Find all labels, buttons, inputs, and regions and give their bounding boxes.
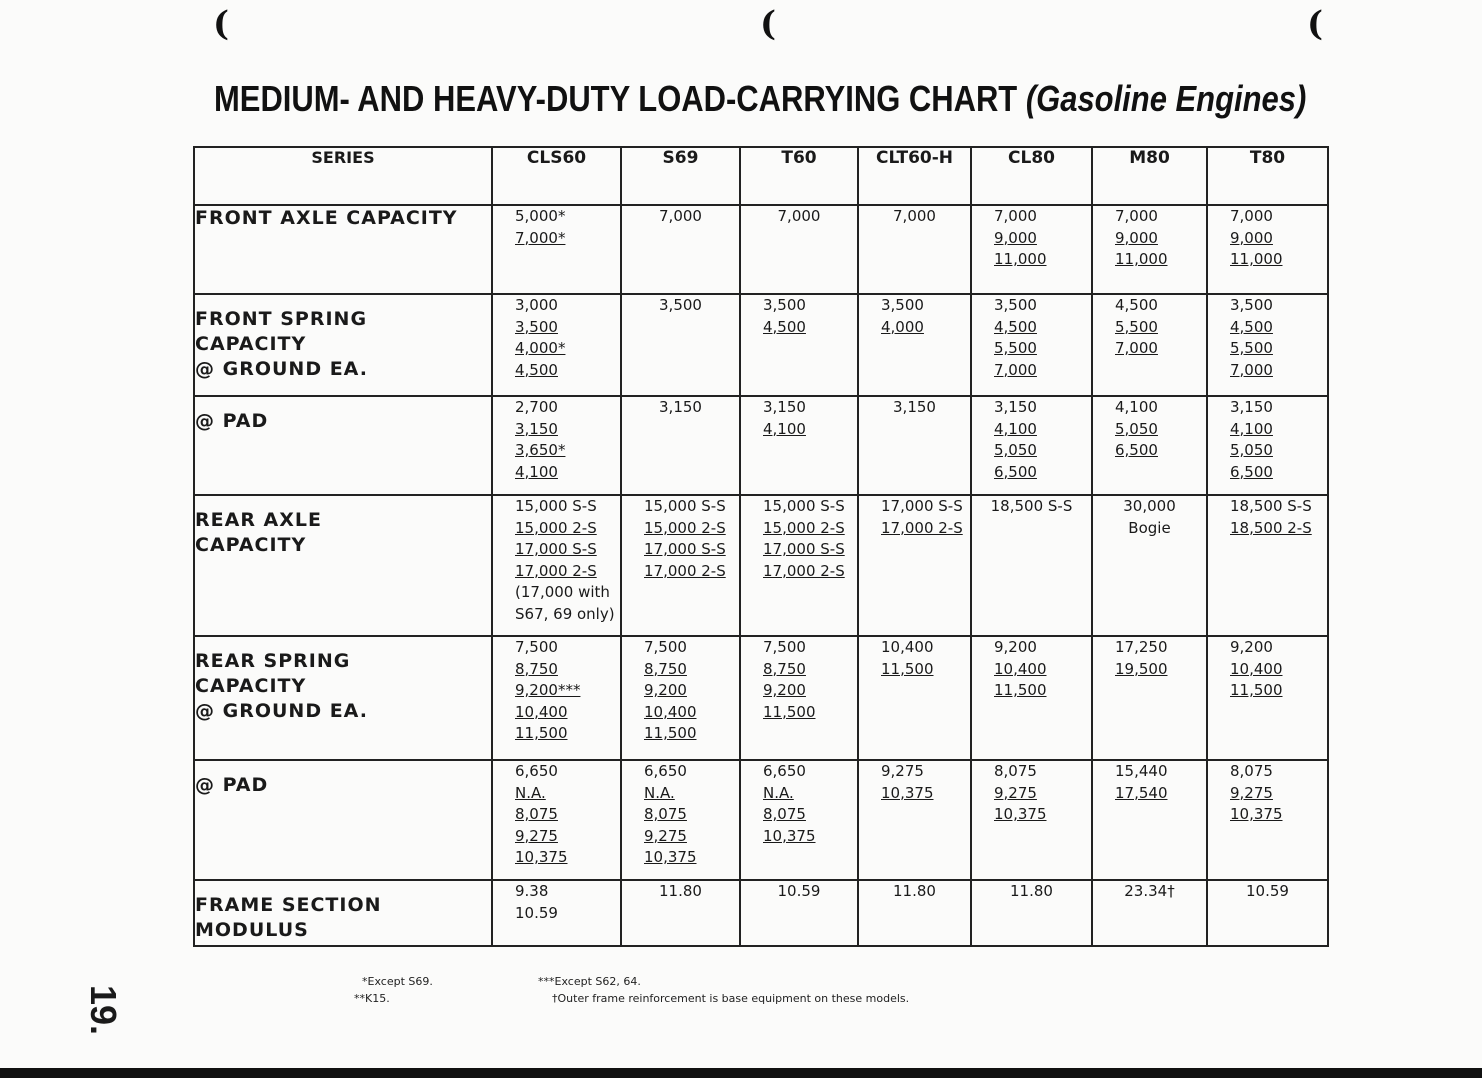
cell-value: 3,500: [994, 296, 1037, 314]
row-rear-spring-ground: [194, 636, 1328, 760]
cell-value: 11,000: [994, 250, 1047, 268]
cell-value: 7,000: [893, 207, 936, 225]
cell-value: 7,000: [777, 207, 821, 225]
cell-values: [1230, 637, 1283, 702]
cell-value: 9,200: [1230, 638, 1273, 656]
row-label-line: REAR AXLE: [195, 509, 322, 531]
cell-value: 10,400: [644, 702, 697, 721]
cell-value: 18,500 S-S: [1230, 497, 1312, 515]
cell-value: 3,150: [763, 398, 806, 416]
table-cell: [1207, 760, 1328, 880]
cell-value: 7,500: [644, 638, 687, 656]
cell-value: 5,500: [1230, 339, 1273, 357]
cell-value: 3,500: [515, 317, 558, 336]
cell-value: 7,000: [659, 207, 702, 225]
cell-value: 10,375: [763, 826, 816, 845]
cell-value: 11.80: [1010, 882, 1053, 900]
cell-value: 18,500 S-S: [990, 497, 1073, 515]
cell-value: 4,100: [994, 419, 1037, 438]
cell-value: 3,000: [515, 296, 558, 314]
cell-value: 10.59: [515, 903, 558, 922]
row-label-text: @ PAD: [195, 774, 269, 796]
table-cell: [1092, 396, 1207, 495]
table-cell: [858, 880, 971, 946]
table-cell: [621, 880, 740, 946]
cell-value: 10,400: [515, 702, 568, 721]
row-frame-section: [194, 880, 1328, 946]
row-label-text: @ PAD: [195, 410, 269, 432]
cell-value: 3,500: [763, 296, 806, 314]
table-cell: [971, 495, 1092, 636]
cell-value: 10.59: [777, 882, 821, 900]
row-label: [194, 495, 492, 636]
cell-values: [1123, 496, 1176, 539]
row-label-line: @ GROUND EA.: [195, 700, 368, 722]
cell-values: [644, 761, 697, 869]
cell-values: [881, 761, 934, 804]
cell-values: [994, 397, 1037, 483]
cell-value: 3,650*: [515, 441, 566, 459]
cell-value: 11.80: [659, 882, 702, 900]
cell-values: [1230, 397, 1273, 483]
cell-value: 11,500: [515, 724, 568, 742]
table-cell: [621, 636, 740, 760]
table-cell: [740, 205, 858, 294]
table-cell: [740, 294, 858, 396]
cell-value: 15,000 S-S: [644, 497, 726, 515]
cell-value: 3,150: [515, 419, 558, 438]
cell-value: 8,075: [644, 805, 687, 823]
table-cell: [1207, 205, 1328, 294]
cell-values: [515, 206, 565, 249]
cell-value: 5,050: [994, 441, 1037, 459]
cell-value: 8,075: [994, 762, 1037, 780]
table-cell: [971, 205, 1092, 294]
row-label-line: CAPACITY: [195, 333, 307, 355]
table-cell: [1207, 294, 1328, 396]
table-cell: [492, 880, 621, 946]
cell-values: [763, 637, 816, 723]
cell-value: 9,200: [994, 638, 1037, 656]
cell-values: [994, 206, 1047, 271]
cell-value: 23.34†: [1124, 882, 1175, 900]
cell-value: 15,000 2-S: [644, 518, 726, 537]
cell-value: 10.59: [1246, 882, 1289, 900]
cell-value: 3,150: [994, 398, 1037, 416]
cell-value: 3,500: [1230, 296, 1273, 314]
cell-value: 15,440: [1115, 762, 1168, 780]
cell-value: 17,000 S-S: [515, 540, 597, 558]
page-edge-bar: [0, 1068, 1482, 1078]
header-row: [194, 147, 1328, 205]
table-cell: [492, 760, 621, 880]
cell-value: 9,275: [1230, 783, 1273, 802]
table-cell: [492, 205, 621, 294]
table-cell: [740, 880, 858, 946]
cell-value: 9,000: [1115, 228, 1158, 247]
cell-values: [994, 637, 1047, 702]
cell-value: 17,000 S-S: [644, 540, 726, 558]
cell-value: 4,100: [763, 419, 806, 438]
cell-value: (17,000 with: [515, 583, 610, 601]
cell-value: 30,000: [1123, 497, 1176, 515]
cell-value: 11,500: [881, 659, 934, 678]
row-label: [194, 205, 492, 294]
cell-value: N.A.: [515, 783, 546, 802]
cell-value: 7,000: [1115, 339, 1158, 357]
row-label: [194, 396, 492, 495]
column-header: T60: [740, 147, 858, 205]
cell-value: 9,275: [644, 826, 687, 845]
cell-value: 4,500: [1115, 296, 1158, 314]
row-label-line: FRAME SECTION: [195, 894, 382, 916]
margin-mark-right: (: [1307, 4, 1324, 44]
cell-value: 10,400: [1230, 659, 1283, 678]
load-carrying-chart: [193, 146, 1329, 947]
cell-value: 5,050: [1115, 419, 1158, 438]
cell-values: [778, 206, 821, 228]
cell-value: 15,000 2-S: [763, 518, 845, 537]
table-cell: [621, 396, 740, 495]
cell-value: 3,500: [881, 296, 924, 314]
cell-value: 9.38: [515, 882, 549, 900]
cell-value: 6,650: [515, 762, 558, 780]
cell-value: 8,075: [1230, 762, 1273, 780]
row-label-text: FRONT AXLE CAPACITY: [195, 207, 458, 229]
table-cell: [1207, 880, 1328, 946]
cell-values: [659, 397, 702, 419]
row-label-line: @ GROUND EA.: [195, 358, 368, 380]
cell-values: [763, 761, 816, 847]
cell-values: [644, 496, 726, 582]
cell-value: 9,275: [994, 783, 1037, 802]
cell-value: 9,200: [763, 681, 806, 699]
cell-value: 8,750: [763, 659, 806, 678]
table-cell: [1207, 495, 1328, 636]
table-cell: [740, 495, 858, 636]
row-label-line: FRONT SPRING: [195, 308, 368, 330]
margin-mark-center: (: [760, 4, 777, 44]
cell-value: 9,000: [994, 228, 1037, 247]
cell-value: 3,150: [659, 398, 702, 416]
table-cell: [492, 495, 621, 636]
page-number: 19.: [83, 985, 124, 1036]
table-cell: [1092, 495, 1207, 636]
cell-values: [1230, 295, 1273, 381]
cell-value: 4,000*: [515, 339, 566, 357]
cell-value: 3,500: [659, 296, 702, 314]
cell-value: 9,275: [881, 762, 924, 780]
footnote: ***Except S62, 64.: [538, 975, 641, 988]
cell-value: 11,000: [1230, 250, 1283, 268]
table-cell: [971, 880, 1092, 946]
cell-value: 4,100: [1230, 419, 1273, 438]
row-label-line: MODULUS: [195, 919, 309, 941]
cell-values: [1115, 295, 1158, 360]
cell-values: [1230, 496, 1312, 539]
table-cell: [858, 294, 971, 396]
cell-values: [515, 496, 615, 625]
table-cell: [1207, 396, 1328, 495]
cell-values: [1010, 881, 1053, 903]
table-cell: [858, 205, 971, 294]
footnote: *Except S69.: [362, 975, 433, 988]
cell-value: 9,000: [1230, 228, 1273, 247]
cell-value: 4,100: [515, 462, 558, 481]
table-cell: [858, 636, 971, 760]
cell-values: [763, 397, 806, 440]
cell-values: [659, 206, 702, 228]
cell-value: 11,500: [994, 681, 1047, 699]
table-cell: [1092, 880, 1207, 946]
cell-values: [893, 206, 936, 228]
cell-value: 11,500: [644, 724, 697, 742]
cell-value: N.A.: [763, 783, 794, 802]
cell-value: 3,150: [893, 398, 936, 416]
cell-values: [1115, 637, 1168, 680]
cell-value: 6,500: [994, 462, 1037, 481]
column-header: S69: [621, 147, 740, 205]
cell-values: [893, 881, 936, 903]
cell-value: 15,000 S-S: [515, 497, 597, 515]
cell-value: 10,400: [994, 659, 1047, 678]
cell-value: 15,000 S-S: [763, 497, 845, 515]
cell-value: 7,000: [994, 207, 1037, 225]
table-cell: [621, 294, 740, 396]
cell-value: 17,000 2-S: [515, 561, 597, 580]
cell-value: Bogie: [1128, 518, 1171, 537]
cell-value: 11,500: [763, 702, 816, 721]
cell-values: [763, 496, 845, 582]
footnote: **K15.: [354, 992, 390, 1005]
table-cell: [858, 495, 971, 636]
row-front-spring-pad: [194, 396, 1328, 495]
cell-value: 9,200***: [515, 681, 581, 699]
cell-values: [644, 637, 697, 745]
row-label-line: CAPACITY: [195, 534, 307, 556]
cell-value: 6,500: [1230, 462, 1273, 481]
cell-value: 5,500: [994, 339, 1037, 357]
row-label-line: CAPACITY: [195, 675, 307, 697]
row-front-axle: [194, 205, 1328, 294]
row-rear-axle: [194, 495, 1328, 636]
cell-values: [778, 881, 821, 903]
cell-values: [515, 637, 580, 745]
cell-value: 8,750: [515, 659, 558, 678]
row-label: [194, 880, 492, 946]
column-header: M80: [1092, 147, 1207, 205]
cell-values: [994, 761, 1047, 826]
cell-value: 17,000 S-S: [763, 540, 845, 558]
cell-values: [1115, 397, 1158, 462]
cell-value: 5,500: [1115, 317, 1158, 336]
cell-value: S67, 69 only): [515, 604, 615, 623]
cell-values: [1115, 761, 1168, 804]
cell-value: 4,500: [994, 317, 1037, 336]
table-cell: [621, 205, 740, 294]
cell-values: [1246, 881, 1289, 903]
table-cell: [492, 636, 621, 760]
cell-value: 18,500 2-S: [1230, 518, 1312, 537]
cell-value: 10,400: [881, 638, 934, 656]
cell-value: N.A.: [644, 783, 675, 802]
cell-value: 3,150: [1230, 398, 1273, 416]
cell-value: 11,500: [1230, 681, 1283, 699]
cell-value: 5,050: [1230, 441, 1273, 459]
table-cell: [1207, 636, 1328, 760]
cell-value: 8,750: [644, 659, 687, 678]
cell-values: [515, 761, 568, 869]
cell-values: [1124, 881, 1174, 903]
cell-value: 7,000*: [515, 228, 566, 247]
cell-value: 15,000 2-S: [515, 518, 597, 537]
cell-values: [515, 397, 565, 483]
cell-value: 9,200: [644, 681, 687, 699]
cell-value: 9,275: [515, 826, 558, 845]
cell-value: 11.80: [893, 882, 936, 900]
cell-value: 4,500: [515, 360, 558, 379]
page-title: [214, 78, 1306, 120]
table-cell: [971, 760, 1092, 880]
column-header: T80: [1207, 147, 1328, 205]
cell-values: [991, 496, 1073, 518]
title-subtitle: (Gasoline Engines): [1025, 78, 1307, 119]
table-cell: [971, 636, 1092, 760]
cell-value: 10,375: [644, 848, 697, 866]
cell-value: 6,650: [644, 762, 687, 780]
table-cell: [1092, 294, 1207, 396]
table-cell: [971, 294, 1092, 396]
column-header: CL80: [971, 147, 1092, 205]
table-cell: [971, 396, 1092, 495]
column-header: CLT60-H: [858, 147, 971, 205]
cell-values: [994, 295, 1037, 381]
row-label: [194, 294, 492, 396]
cell-value: 8,075: [763, 805, 806, 823]
cell-values: [881, 496, 963, 539]
table-cell: [621, 760, 740, 880]
cell-values: [515, 295, 565, 381]
cell-value: 7,500: [763, 638, 806, 656]
cell-value: 17,000 2-S: [644, 561, 726, 580]
cell-value: 7,000: [1230, 207, 1273, 225]
cell-values: [659, 881, 702, 903]
cell-value: 7,000: [1115, 207, 1158, 225]
cell-value: 17,540: [1115, 783, 1168, 802]
cell-value: 7,000: [1230, 360, 1273, 379]
cell-value: 17,000 S-S: [881, 497, 963, 515]
cell-value: 17,000 2-S: [881, 518, 963, 537]
cell-value: 2,700: [515, 398, 558, 416]
footnote: †Outer frame reinforcement is base equipment on these models.: [552, 992, 910, 1005]
cell-value: 4,100: [1115, 398, 1158, 416]
table-cell: [492, 294, 621, 396]
table-cell: [858, 760, 971, 880]
table-cell: [621, 495, 740, 636]
row-rear-spring-pad: [194, 760, 1328, 880]
cell-values: [881, 295, 924, 338]
table-cell: [740, 760, 858, 880]
cell-value: 8,075: [515, 805, 558, 823]
cell-values: [1115, 206, 1168, 271]
table-cell: [740, 636, 858, 760]
cell-value: 6,650: [763, 762, 806, 780]
table-cell: [1092, 636, 1207, 760]
table-cell: [1092, 205, 1207, 294]
cell-value: 4,000: [881, 317, 924, 336]
row-label-line: REAR SPRING: [195, 650, 351, 672]
margin-mark-left: (: [213, 4, 230, 44]
cell-value: 17,000 2-S: [763, 561, 845, 580]
table-cell: [1092, 760, 1207, 880]
cell-value: 5,000*: [515, 207, 566, 225]
cell-value: 19,500: [1115, 659, 1168, 678]
row-front-spring-ground: [194, 294, 1328, 396]
cell-value: 6,500: [1115, 441, 1158, 459]
title-main: MEDIUM- AND HEAVY-DUTY LOAD-CARRYING CHART: [214, 78, 1018, 119]
cell-value: 17,250: [1115, 638, 1168, 656]
table-cell: [740, 396, 858, 495]
cell-values: [1230, 206, 1283, 271]
table-cell: [858, 396, 971, 495]
series-header: SERIES: [194, 147, 492, 205]
cell-value: 10,375: [881, 783, 934, 802]
column-header: CLS60: [492, 147, 621, 205]
table-cell: [492, 396, 621, 495]
cell-values: [893, 397, 936, 419]
cell-value: 4,500: [763, 317, 806, 336]
cell-value: 4,500: [1230, 317, 1273, 336]
cell-values: [1230, 761, 1283, 826]
cell-values: [881, 637, 934, 680]
cell-values: [763, 295, 806, 338]
cell-value: 11,000: [1115, 250, 1168, 268]
cell-value: 7,500: [515, 638, 558, 656]
cell-value: 10,375: [994, 805, 1047, 823]
cell-value: 7,000: [994, 360, 1037, 379]
cell-value: 10,375: [1230, 805, 1283, 823]
cell-values: [515, 881, 558, 924]
row-label: [194, 636, 492, 760]
cell-value: 10,375: [515, 848, 568, 866]
cell-values: [659, 295, 702, 317]
row-label: [194, 760, 492, 880]
